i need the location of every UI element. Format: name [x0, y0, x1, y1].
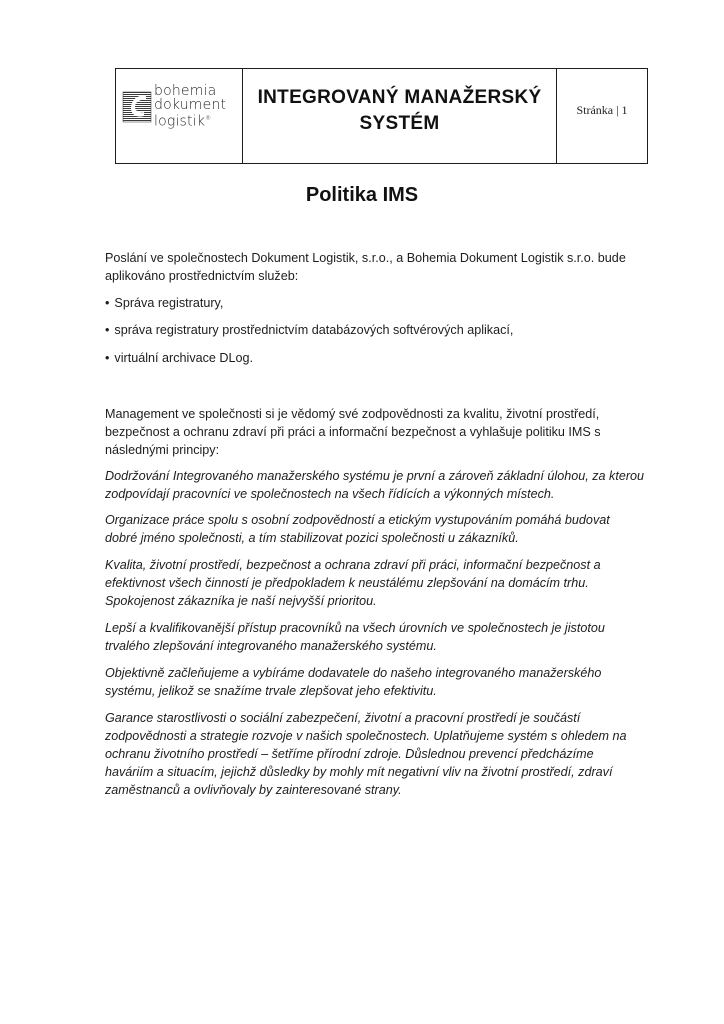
principle-3: Kvalita, životní prostředí, bezpečnost a ochrana zdraví při práci, informační bezpečnost a efektivnost všech činností je předpokladem k neustálému zlepšování na domácím trhu. Spokojenost zákazníka je naší nejvyšší prioritou.	[105, 558, 601, 608]
logo-text	[154, 84, 226, 129]
page-number: Stránka | 1	[576, 103, 628, 117]
principle-6: Garance starostlivosti o sociální zabezpečení, životní a pracovní prostředí je součástí zodpovědnosti a strategie rozvoje v našich společnostech. Uplatňujeme systém s ohledem na ochranu životního prostředí – šetříme přírodní zdroje. Důslednou prevencí předcházíme haváriím a situacím, jejichž důsledky by mohly mít negativní vliv na životní prostředí, zdraví zaměstnanců a ovlivňovaly by zainteresované strany.	[105, 711, 627, 797]
principle-2: Organizace práce spolu s osobní zodpovědností a etickým vystupováním pomáhá budovat dobré jméno společnosti, a tím stabilizovat pozici společnosti u zákazníků.	[105, 513, 610, 545]
principle-5: Objektivně začleňujeme a vybíráme dodavatele do našeho integrovaného manažerského systému, jelikož se snažíme trvale zlepšovat jeho efektivitu.	[105, 666, 602, 698]
header-title-line-1: INTEGROVANÝ MANAŽERSKÝ	[257, 87, 542, 108]
principle-4: Lepší a kvalifikovanější přístup pracovníků na všech úrovních ve společnostech je jistotou trvalého zlepšování integrovaného manažerského systému.	[105, 621, 605, 653]
logo-line-3: logistik®	[154, 113, 212, 130]
logo-mark-icon	[122, 86, 152, 126]
page-title: Politika IMS	[305, 184, 419, 206]
service-item-3: • virtuální archivace DLog.	[105, 349, 645, 367]
service-item-1: • Správa registratury,	[105, 294, 645, 312]
company-logo	[122, 84, 226, 129]
management-paragraph: Management ve společnosti si je vědomý své zodpovědnosti za kvalitu, životní prostředí, bezpečnost a ochranu zdraví při práci a informační bezpečnost a vyhlašuje politiku IMS s následnými principy:	[105, 407, 601, 457]
page-number-cell	[557, 69, 647, 163]
document-header	[115, 68, 648, 164]
logo-line-2: dokument	[154, 97, 227, 113]
principle-1: Dodržování Integrovaného manažerského systému je první a zároveň základní úlohou, za kterou zodpovídají pracovníci ve společnostech na všech řídících a výkonných místech.	[105, 469, 645, 501]
header-title-line-2: SYSTÉM	[359, 113, 440, 134]
header-title-cell	[243, 69, 557, 163]
logo-cell	[116, 69, 243, 163]
logo-line-1: bohemia	[154, 83, 217, 99]
intro-paragraph: Poslání ve společnostech Dokument Logistik, s.r.o., a Bohemia Dokument Logistik s.r.o. bude aplikováno prostřednictvím služeb:	[105, 251, 626, 283]
service-item-2: • správa registratury prostřednictvím databázových softvérových aplikací,	[105, 321, 645, 339]
